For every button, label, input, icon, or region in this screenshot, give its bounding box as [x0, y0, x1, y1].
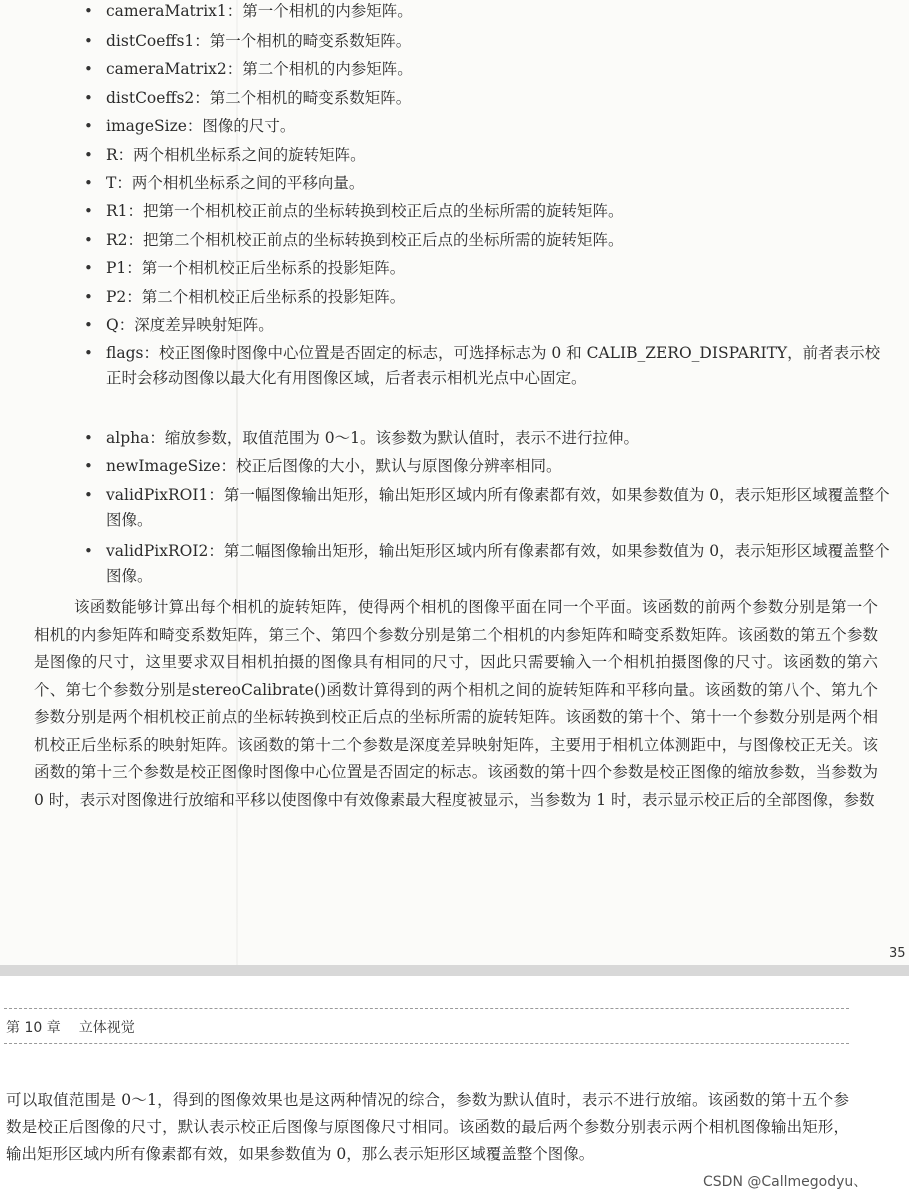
chapter-title: 立体视觉 [78, 1020, 135, 1036]
list-item: • distCoeffs2：第二个相机的畸变系数矩阵。 [106, 86, 891, 110]
list-item: • flags：校正图像时图像中心位置是否固定的标志，可选择标志为 0 和 CALIB_ZERO_DISPARITY，前者表示校正时会移动图像以最大化有用图像区域，后者表示相机光点中心固定。 [106, 341, 891, 391]
header-rule-bottom [4, 1043, 849, 1044]
list-item: • cameraMatrix2：第二个相机的内参矩阵。 [106, 57, 891, 81]
list-item: • R1：把第一个相机校正前点的坐标转换到校正后点的坐标所需的旋转矩阵。 [106, 199, 891, 223]
list-item: • R2：把第二个相机校正前点的坐标转换到校正后点的坐标所需的旋转矩阵。 [106, 228, 891, 252]
list-item: • newImageSize：校正后图像的大小，默认与原图像分辨率相同。 [106, 454, 891, 478]
header-rule-top [4, 1008, 849, 1009]
list-item: • alpha：缩放参数，取值范围为 0～1。该参数为默认值时，表示不进行拉伸。 [106, 426, 891, 450]
list-item: • validPixROI2：第二幅图像输出矩形，输出矩形区域内所有像素都有效，如果参数值为 0，表示矩形区域覆盖整个图像。 [106, 539, 891, 589]
list-item: • P1：第一个相机校正后坐标系的投影矩阵。 [106, 256, 891, 280]
book-page-lower [0, 976, 909, 1201]
page-number: 35 [889, 946, 906, 961]
body-paragraph-continued: 可以取值范围是 0～1，得到的图像效果也是这两种情况的综合，参数为默认值时，表示不进行放缩。该函数的第十五个参数是校正后图像的尺寸，默认表示校正后图像与原图像尺寸相同。该函数的最后两个参数分别表示两个相机图像输出矩形，输出矩形区域内所有像素都有效，如果参数值为 0，那么表示矩形区域覆盖整个图像。 [6, 1091, 849, 1163]
list-item: • imageSize：图像的尺寸。 [106, 114, 891, 138]
list-item: • R：两个相机坐标系之间的旋转矩阵。 [106, 143, 891, 167]
body-paragraph: 该函数能够计算出每个相机的旋转矩阵，使得两个相机的图像平面在同一个平面。该函数的前两个参数分别是第一个相机的内参矩阵和畸变系数矩阵，第三个、第四个参数分别是第二个相机的内参矩阵和畸变系数矩阵。该函数的第五个参数是图像的尺寸，这里要求双目相机拍摄的图像具有相同的尺寸，因此只需要输入一个相机拍摄图像的尺寸。该函数的第六个、第七个参数分别是stereoCalibrate()函数计算得到的两个相机之间的旋转矩阵和平移向量。该函数的第八个、第九个参数分别是两个相机校正前点的坐标转换到校正后点的坐标所需的旋转矩阵。该函数的第十个、第十一个参数分别是两个相机校正后坐标系的映射矩阵。该函数的第十二个参数是深度差异映射矩阵，主要用于相机立体测距中，与图像校正无关。该函数的第十三个参数是校正图像时图像中心位置是否固定的标志。该函数的第十四个参数是校正图像的缩放参数，当参数为 0 时，表示对图像进行放缩和平移以使图像中有效像素最大程度被显示，当参数为 1 时，表示显示校正后的全部图像，参数 [34, 598, 878, 809]
list-item: • cameraMatrix1：第一个相机的内参矩阵。 [106, 0, 891, 23]
chapter-header [6, 1017, 135, 1037]
list-item: • validPixROI1：第一幅图像输出矩形，输出矩形区域内所有像素都有效，如果参数值为 0，表示矩形区域覆盖整个图像。 [106, 483, 891, 533]
list-item: • P2：第二个相机校正后坐标系的投影矩阵。 [106, 285, 891, 309]
chapter-number: 第 10 章 [6, 1020, 61, 1036]
csdn-watermark: CSDN @Callmegodyu、 [703, 1174, 868, 1190]
list-item: • Q：深度差异映射矩阵。 [106, 313, 891, 337]
list-item: • T：两个相机坐标系之间的平移向量。 [106, 171, 891, 195]
page-divider [0, 965, 909, 976]
list-item: • distCoeffs1：第一个相机的畸变系数矩阵。 [106, 29, 891, 53]
